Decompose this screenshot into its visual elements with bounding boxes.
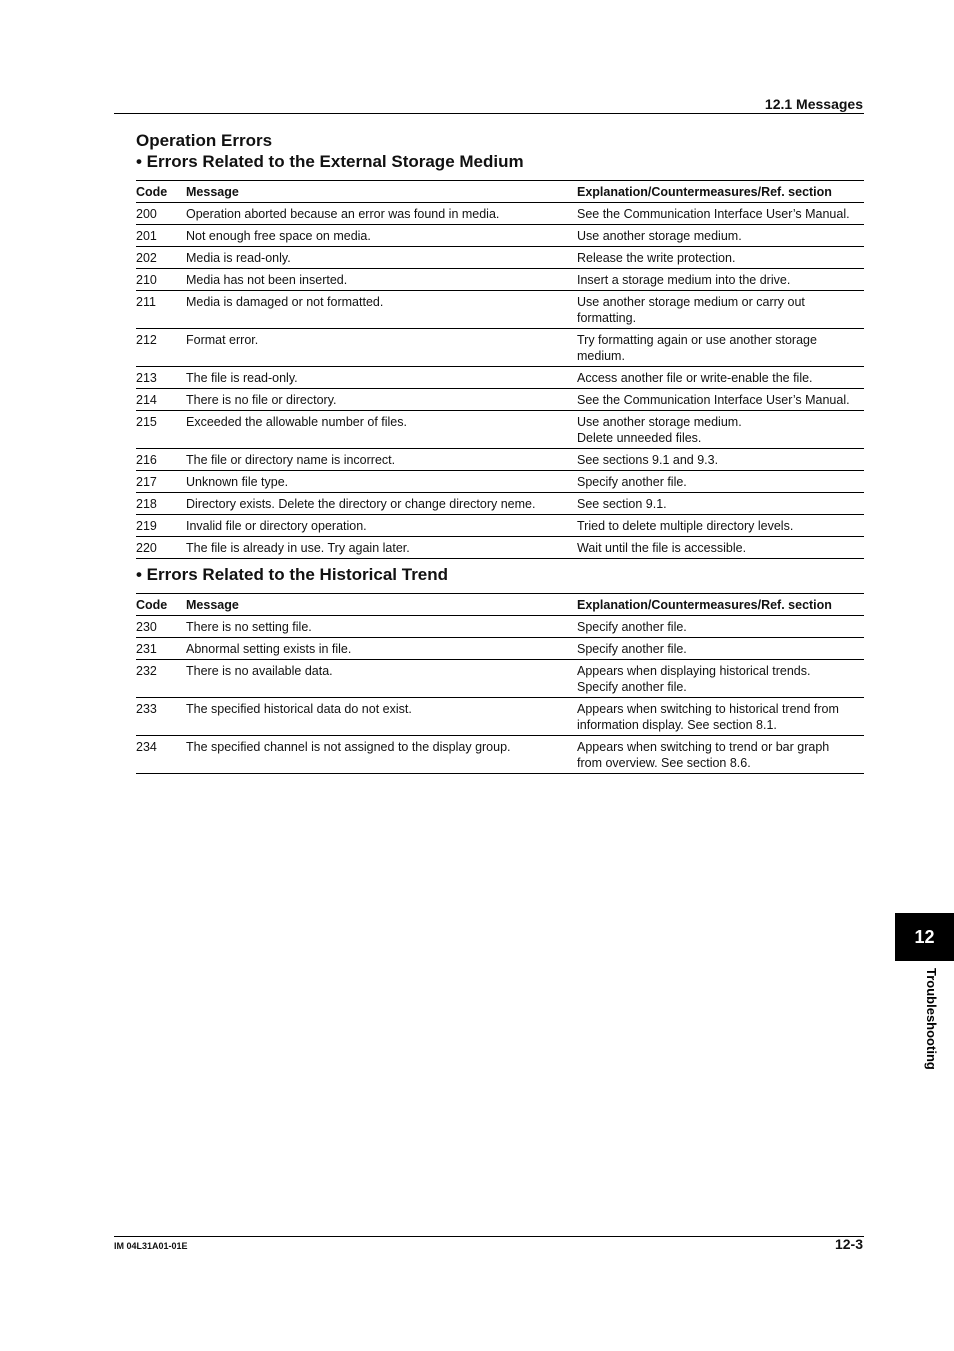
table-row (136, 638, 864, 660)
explanation-line: Specify another file. (577, 620, 687, 634)
section-title-storage: • Errors Related to the External Storage Medium (136, 152, 524, 171)
page-heading: Operation Errors (136, 131, 273, 150)
error-code: 232 (136, 660, 186, 698)
section-title-historical: • Errors Related to the Historical Trend (136, 565, 449, 584)
error-code: 220 (136, 537, 186, 559)
error-code: 210 (136, 269, 186, 291)
error-message: Not enough free space on media. (186, 225, 577, 247)
error-explanation (577, 537, 864, 559)
error-code: 217 (136, 471, 186, 493)
error-code: 233 (136, 698, 186, 736)
explanation-line: See the Communication Interface User’s Manual. (577, 207, 850, 221)
explanation-line: See sections 9.1 and 9.3. (577, 453, 719, 467)
error-message: The specified channel is not assigned to the display group. (186, 736, 577, 774)
explanation-line: Appears when displaying historical trends. (577, 664, 811, 678)
table-header-row (136, 594, 864, 616)
error-code: 211 (136, 291, 186, 329)
explanation-line: Use another storage medium. (577, 415, 742, 429)
error-explanation (577, 247, 864, 269)
table-row (136, 736, 864, 774)
explanation-line: Specify another file. (577, 680, 687, 694)
error-message: Media has not been inserted. (186, 269, 577, 291)
error-code: 234 (136, 736, 186, 774)
column-header-code: Code (136, 594, 186, 616)
error-explanation (577, 389, 864, 411)
explanation-line: Use another storage medium or carry out (577, 295, 805, 309)
chapter-tab-label: Troubleshooting (924, 968, 939, 1070)
error-message: The file is already in use. Try again later. (186, 537, 577, 559)
table-row (136, 367, 864, 389)
table-header-row (136, 181, 864, 203)
error-message: Exceeded the allowable number of files. (186, 411, 577, 449)
table-row (136, 616, 864, 638)
error-code: 231 (136, 638, 186, 660)
explanation-line: Tried to delete multiple directory levels. (577, 519, 794, 533)
table-row (136, 411, 864, 449)
footer-rule (114, 1236, 864, 1237)
header-rule (114, 113, 864, 114)
column-header-code: Code (136, 181, 186, 203)
table-row (136, 247, 864, 269)
error-explanation (577, 203, 864, 225)
error-message: Format error. (186, 329, 577, 367)
error-explanation (577, 329, 864, 367)
chapter-tab: 12 (895, 913, 954, 961)
error-explanation (577, 698, 864, 736)
table-row (136, 515, 864, 537)
error-code: 201 (136, 225, 186, 247)
footer-doc-id: IM 04L31A01-01E (114, 1241, 188, 1251)
error-message: Operation aborted because an error was found in media. (186, 203, 577, 225)
table-row (136, 389, 864, 411)
error-explanation (577, 515, 864, 537)
error-code: 212 (136, 329, 186, 367)
explanation-line: Delete unneeded files. (577, 431, 702, 445)
error-explanation (577, 616, 864, 638)
error-explanation (577, 367, 864, 389)
footer-page-number: 12-3 (834, 1236, 863, 1252)
error-message: The specified historical data do not exist. (186, 698, 577, 736)
explanation-line: Appears when switching to trend or bar graph (577, 740, 830, 754)
explanation-line: Appears when switching to historical trend from (577, 702, 839, 716)
table-row (136, 493, 864, 515)
error-explanation (577, 638, 864, 660)
table-row (136, 471, 864, 493)
column-header-explanation: Explanation/Countermeasures/Ref. section (577, 594, 864, 616)
header-section-title: 12.1 Messages (764, 96, 863, 112)
column-header-message: Message (186, 594, 577, 616)
error-code: 216 (136, 449, 186, 471)
error-code: 219 (136, 515, 186, 537)
error-explanation (577, 411, 864, 449)
explanation-line: Specify another file. (577, 642, 687, 656)
storage-errors-table (136, 180, 864, 559)
table-row (136, 203, 864, 225)
error-message: Abnormal setting exists in file. (186, 638, 577, 660)
explanation-line: information display. See section 8.1. (577, 718, 777, 732)
explanation-line: Insert a storage medium into the drive. (577, 273, 791, 287)
explanation-line: Access another file or write-enable the file. (577, 371, 813, 385)
explanation-line: See section 9.1. (577, 497, 667, 511)
explanation-line: medium. (577, 349, 625, 363)
table-row (136, 329, 864, 367)
table-row (136, 225, 864, 247)
error-explanation (577, 225, 864, 247)
column-header-message: Message (186, 181, 577, 203)
table-row (136, 660, 864, 698)
historical-errors-table (136, 593, 864, 774)
table-row (136, 291, 864, 329)
error-message: The file or directory name is incorrect. (186, 449, 577, 471)
explanation-line: from overview. See section 8.6. (577, 756, 751, 770)
error-explanation (577, 660, 864, 698)
error-message: Invalid file or directory operation. (186, 515, 577, 537)
error-explanation (577, 449, 864, 471)
error-message: Media is damaged or not formatted. (186, 291, 577, 329)
explanation-line: Specify another file. (577, 475, 687, 489)
table-row (136, 449, 864, 471)
error-code: 213 (136, 367, 186, 389)
table-row (136, 537, 864, 559)
error-message: Media is read-only. (186, 247, 577, 269)
error-message: Unknown file type. (186, 471, 577, 493)
table-row (136, 269, 864, 291)
explanation-line: Release the write protection. (577, 251, 736, 265)
explanation-line: Wait until the file is accessible. (577, 541, 747, 555)
error-explanation (577, 493, 864, 515)
error-code: 200 (136, 203, 186, 225)
explanation-line: Try formatting again or use another storage (577, 333, 817, 347)
error-message: The file is read-only. (186, 367, 577, 389)
error-code: 215 (136, 411, 186, 449)
explanation-line: Use another storage medium. (577, 229, 742, 243)
column-header-explanation: Explanation/Countermeasures/Ref. section (577, 181, 864, 203)
table-row (136, 698, 864, 736)
explanation-line: See the Communication Interface User’s Manual. (577, 393, 850, 407)
error-code: 214 (136, 389, 186, 411)
explanation-line: formatting. (577, 311, 637, 325)
error-code: 230 (136, 616, 186, 638)
error-explanation (577, 291, 864, 329)
error-message: There is no setting file. (186, 616, 577, 638)
error-explanation (577, 736, 864, 774)
error-code: 218 (136, 493, 186, 515)
error-message: Directory exists. Delete the directory or change directory neme. (186, 493, 577, 515)
error-code: 202 (136, 247, 186, 269)
error-message: There is no available data. (186, 660, 577, 698)
error-explanation (577, 269, 864, 291)
error-message: There is no file or directory. (186, 389, 577, 411)
error-explanation (577, 471, 864, 493)
